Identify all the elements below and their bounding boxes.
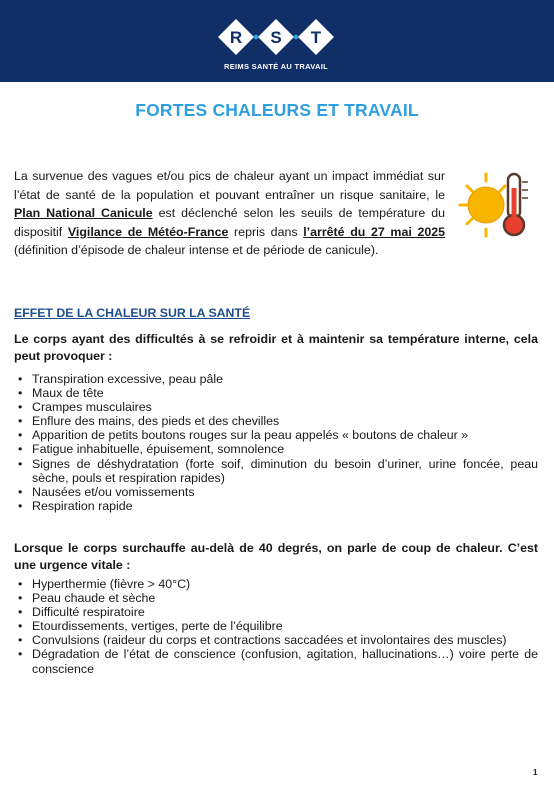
list-item: • Fatigue inhabituelle, épuisement, somnolence — [14, 442, 538, 456]
list-item: • Apparition de petits boutons rouges sur la peau appelés « boutons de chaleur » — [14, 428, 538, 442]
list-item: • Convulsions (raideur du corps et contractions saccadées et involontaires des muscles) — [14, 633, 538, 647]
symptoms-list — [14, 372, 538, 513]
urgency-list — [14, 577, 538, 676]
section-title: EFFET DE LA CHALEUR SUR LA SANTÉ — [14, 306, 251, 320]
list-item: • Signes de déshydratation (forte soif, diminution du besoin d’uriner, urine foncée, peau sèche, pouls et respiration rapides) — [14, 457, 538, 485]
list-item: • Hyperthermie (fièvre > 40°C) — [14, 577, 538, 591]
sun-thermometer-icon — [458, 170, 538, 240]
intro-text-3: repris dans — [228, 224, 304, 239]
intro-text-4: (définition d’épisode de chaleur intense et de période de canicule). — [14, 243, 379, 257]
arrete-link[interactable]: l’arrêté du 27 mai 2025 — [303, 224, 446, 239]
list-item: • Dégradation de l’état de conscience (confusion, agitation, hallucinations…) voire perte de conscience — [14, 647, 538, 675]
list-item: • Nausées et/ou vomissements — [14, 485, 538, 499]
intro-text-2: est déclenché selon les seuils de température du dispositif — [14, 206, 445, 239]
block2-intro: Lorsque le corps surchauffe au-delà de 40 degrés, on parle de coup de chaleur. C’est une urgence vitale : — [14, 541, 538, 572]
rst-logo — [216, 17, 336, 57]
list-item: • Transpiration excessive, peau pâle — [14, 372, 538, 386]
logo-letter-s: S — [270, 28, 282, 47]
page-title: FORTES CHALEURS ET TRAVAIL — [135, 100, 419, 120]
plan-canicule-link[interactable]: Plan National Canicule — [14, 206, 153, 220]
list-item: • Maux de tête — [14, 386, 538, 400]
intro-paragraph — [14, 167, 445, 260]
header-banner — [0, 0, 554, 82]
logo-letter-t: T — [310, 28, 322, 47]
intro-text-1: La survenue des vagues et/ou pics de chaleur ayant un impact immédiat sur l’état de santé de la population et pouvant entraîner un risque sanitaire, le — [14, 169, 445, 202]
logo-subtitle: REIMS SANTÉ AU TRAVAIL — [224, 62, 328, 71]
list-item: • Crampes musculaires — [14, 400, 538, 414]
vigilance-link[interactable]: Vigilance de Météo-France — [67, 224, 229, 239]
list-item: • Respiration rapide — [14, 499, 538, 513]
list-item: • Difficulté respiratoire — [14, 605, 538, 619]
list-item: • Peau chaude et sèche — [14, 591, 538, 605]
block1-intro: Le corps ayant des difficultés à se refroidir et à maintenir sa température interne, cela peut provoquer : — [14, 332, 538, 363]
list-item: • Enflure des mains, des pieds et des chevilles — [14, 414, 538, 428]
logo-letter-r: R — [229, 28, 243, 47]
list-item: • Etourdissements, vertiges, perte de l’équilibre — [14, 619, 538, 633]
page-number: 1 — [533, 768, 538, 777]
